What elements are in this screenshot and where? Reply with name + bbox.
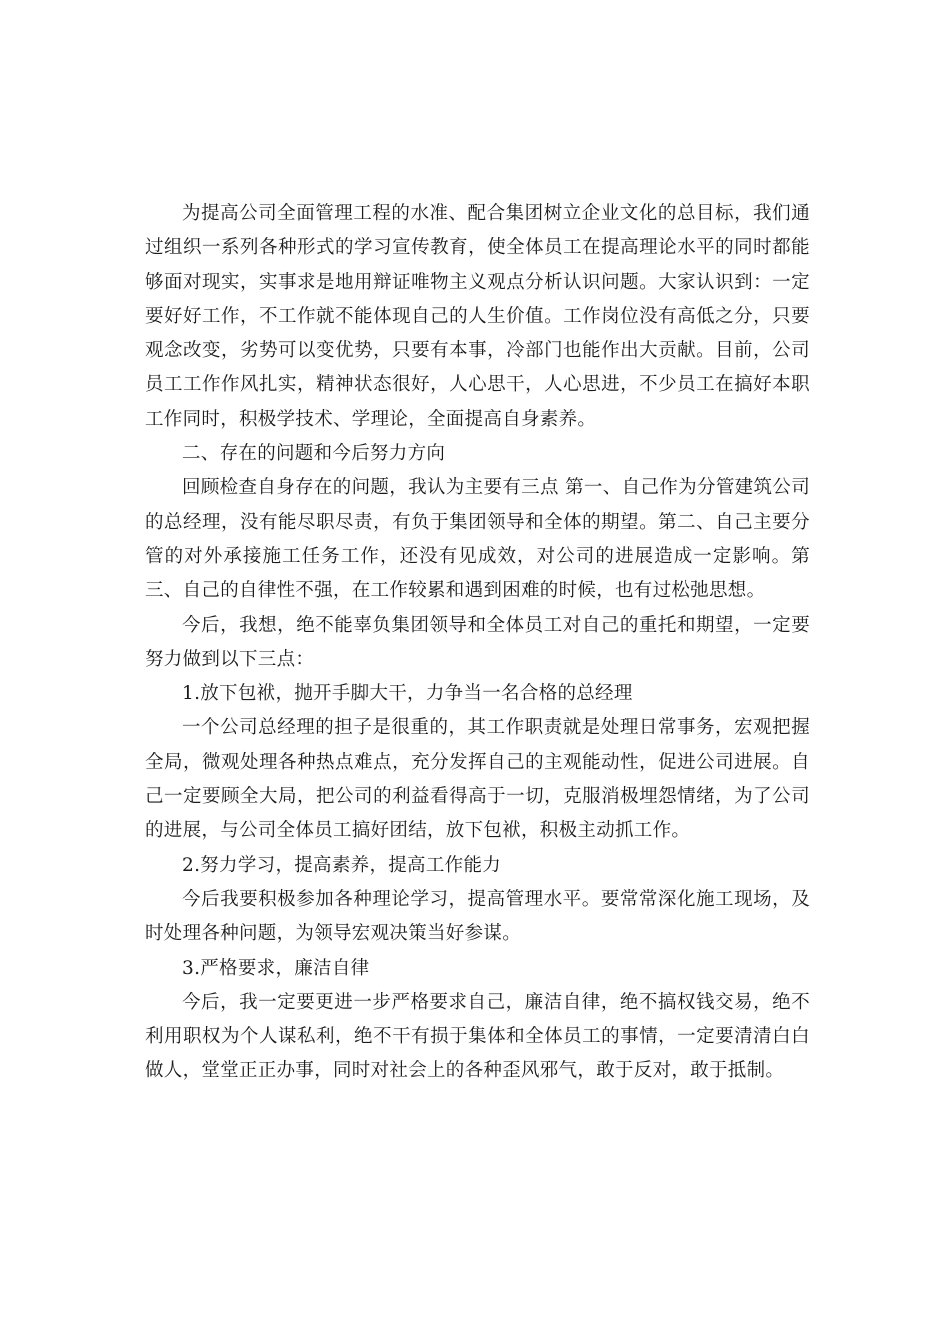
paragraph-point-2: 今后我要积极参加各种理论学习，提高管理水平。要常常深化施工现场，及时处理各种问题，为领导宏观决策当好参谋。: [145, 888, 810, 945]
paragraph-point-1: 一个公司总经理的担子是很重的，其工作职责就是处理日常事务，宏观把握全局，微观处理各种热点难点，充分发挥自己的主观能动性，促进公司进展。自己一定要顾全大局，把公司的利益看得高于一切，克服消极埋怨情绪，为了公司的进展，与公司全体员工搞好团结，放下包袱，积极主动抓工作。: [145, 717, 810, 842]
subheading-point-1: 1.放下包袱，抛开手脚大干，力争当一名合格的总经理: [182, 683, 633, 705]
paragraph-future-intro: 今后，我想，绝不能辜负集团领导和全体员工对自己的重托和期望，一定要努力做到以下三点：: [145, 614, 810, 670]
paragraph-problems: 回顾检查自身存在的问题，我认为主要有三点 第一、自己作为分管建筑公司的总经理，没有能尽职尽责，有负于集团领导和全体的期望。第二、自己主要分管的对外承接施工任务工作，还没有见成效，对公司的进展造成一定影响。第三、自己的自律性不强，在工作较累和遇到困难的时候，也有过松弛思想。: [145, 477, 810, 602]
subheading-point-3: 3.严格要求，廉洁自律: [182, 957, 370, 979]
document-body: [145, 197, 810, 1089]
paragraph-achievements: 为提高公司全面管理工程的水准、配合集团树立企业文化的总目标，我们通过组织一系列各种形式的学习宣传教育，使全体员工在提高理论水平的同时都能够面对现实，实事求是地用辩证唯物主义观点分析认识问题。大家认识到：一定要好好工作，不工作就不能体现自己的人生价值。工作岗位没有高低之分，只要观念改变，劣势可以变优势，只要有本事，冷部门也能作出大贡献。目前，公司员工工作作风扎实，精神状态很好，人心思干，人心思进，不少员工在搞好本职工作同时，积极学技术、学理论，全面提高自身素养。: [145, 203, 810, 430]
paragraph-point-3: 今后，我一定要更进一步严格要求自己，廉洁自律，绝不搞权钱交易，绝不利用职权为个人谋私利，绝不干有损于集体和全体员工的事情，一定要清清白白做人，堂堂正正办事，同时对社会上的各种歪风邪气，敢于反对，敢于抵制。: [145, 991, 810, 1082]
subheading-point-2: 2.努力学习，提高素养，提高工作能力: [182, 854, 502, 876]
section-heading-problems: 二、存在的问题和今后努力方向: [182, 443, 446, 465]
